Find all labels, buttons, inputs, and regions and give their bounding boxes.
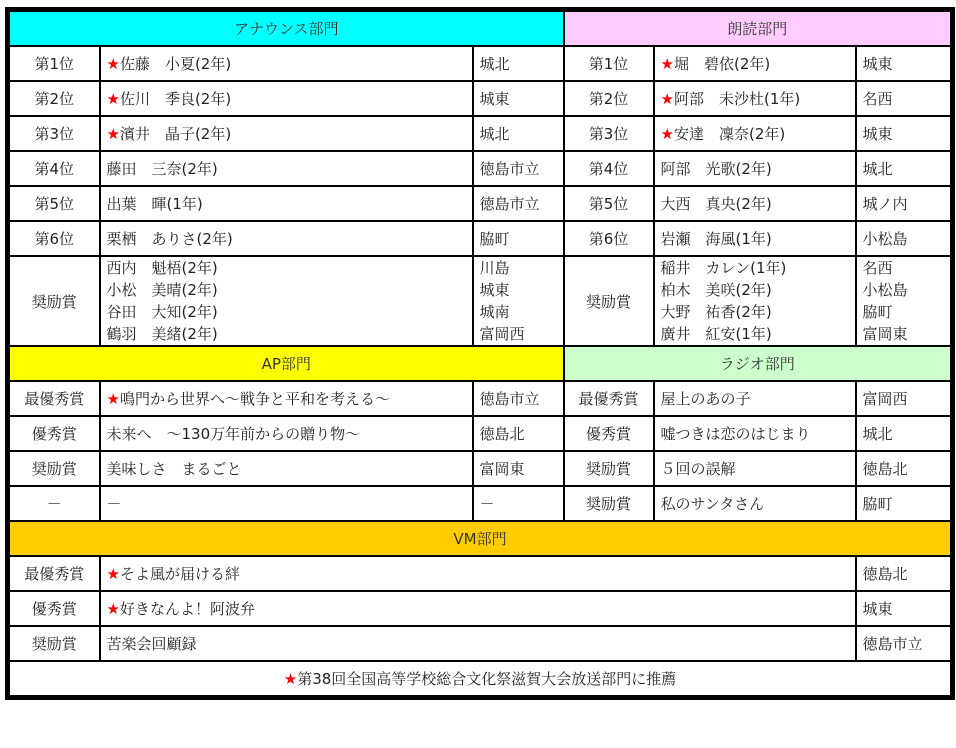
table-row (8, 451, 953, 486)
reading-name: 岩瀬 海風(1年) (654, 221, 856, 256)
vm-award: 奨励賞 (8, 626, 100, 661)
announce-rank: 第2位 (8, 81, 100, 116)
reading-school: 城東 (856, 116, 953, 151)
radio-award: 優秀賞 (564, 416, 654, 451)
ap-work: － (100, 486, 473, 521)
rank-rows (8, 46, 953, 256)
reading-name-text: 安達 凜奈(2年) (673, 125, 786, 143)
announce-header: アナウンス部門 (8, 10, 564, 47)
reading-rank: 第5位 (564, 186, 654, 221)
reading-name-text: 阿部 未沙杜(1年) (673, 90, 801, 108)
reading-school: 小松島 (856, 221, 953, 256)
vm-award: 優秀賞 (8, 591, 100, 626)
reading-school: 名西 (856, 81, 953, 116)
vm-award: 最優秀賞 (8, 556, 100, 591)
announce-name-text: 濱井 晶子(2年) (119, 125, 232, 143)
radio-header: ラジオ部門 (564, 346, 953, 381)
announce-encouragement-names (100, 256, 473, 346)
table-row (8, 381, 953, 416)
reading-encouragement-names (654, 256, 856, 346)
vm-work (100, 556, 856, 591)
vm-work (100, 591, 856, 626)
table-row (8, 486, 953, 521)
radio-work: 嘘つきは恋のはじまり (654, 416, 856, 451)
reading-rank: 第1位 (564, 46, 654, 81)
announce-encouragement-schools (473, 256, 564, 346)
ap-header: AP部門 (8, 346, 564, 381)
star-icon: ★ (106, 90, 120, 108)
vm-school: 徳島市立 (856, 626, 953, 661)
reading-name-text: 堀 碧依(2年) (673, 55, 771, 73)
announce-rank: 第6位 (8, 221, 100, 256)
ap-award: 奨励賞 (8, 451, 100, 486)
table-row (8, 221, 953, 256)
table-row (8, 591, 953, 626)
radio-award: 奨励賞 (564, 451, 654, 486)
ap-award: 優秀賞 (8, 416, 100, 451)
announce-encouragement-label: 奨励賞 (8, 256, 100, 346)
vm-work-text: そよ風が届ける絆 (119, 565, 240, 583)
announce-school: 城東 (473, 81, 564, 116)
radio-work: 私のサンタさん (654, 486, 856, 521)
reading-name: 阿部 光歌(2年) (654, 151, 856, 186)
announce-school: 城北 (473, 46, 564, 81)
star-icon: ★ (106, 55, 120, 73)
announce-name: 出葉 暉(1年) (100, 186, 473, 221)
reading-name: 大西 真央(2年) (654, 186, 856, 221)
vm-work-text: 好きなんよ！阿波弁 (119, 600, 255, 618)
table-row (8, 626, 953, 661)
announce-school: 城北 (473, 116, 564, 151)
school: 城東 (479, 281, 510, 299)
radio-award: 最優秀賞 (564, 381, 654, 416)
footnote-text: 第38回全国高等学校総合文化祭滋賀大会放送部門に推薦 (297, 670, 677, 688)
announce-school: 徳島市立 (473, 186, 564, 221)
name: 西内 魁梧(2年) (106, 259, 218, 277)
ap-radio-rows (8, 381, 953, 521)
reading-name (654, 46, 856, 81)
ap-school: － (473, 486, 564, 521)
announce-name-text: 佐川 季良(2年) (119, 90, 232, 108)
reading-encouragement-label: 奨励賞 (564, 256, 654, 346)
table-row (8, 46, 953, 81)
ap-school: 徳島市立 (473, 381, 564, 416)
school: 川島 (479, 259, 510, 277)
star-icon: ★ (106, 565, 120, 583)
reading-school: 城ノ内 (856, 186, 953, 221)
section-headers-row-3 (8, 521, 953, 556)
vm-work: 苦楽会回顧録 (100, 626, 856, 661)
ap-award: 最優秀賞 (8, 381, 100, 416)
announce-school: 徳島市立 (473, 151, 564, 186)
star-icon: ★ (660, 125, 674, 143)
radio-school: 城北 (856, 416, 953, 451)
vm-school: 城東 (856, 591, 953, 626)
star-icon: ★ (660, 55, 674, 73)
announce-name (100, 81, 473, 116)
announce-name (100, 116, 473, 151)
announce-rank: 第5位 (8, 186, 100, 221)
star-icon: ★ (106, 390, 120, 408)
name: 廣井 紅安(1年) (660, 325, 772, 343)
radio-award: 奨励賞 (564, 486, 654, 521)
announce-rank: 第1位 (8, 46, 100, 81)
reading-school: 城東 (856, 46, 953, 81)
name: 小松 美晴(2年) (106, 281, 218, 299)
table-row (8, 116, 953, 151)
reading-school: 城北 (856, 151, 953, 186)
ap-school: 徳島北 (473, 416, 564, 451)
radio-school: 徳島北 (856, 451, 953, 486)
ap-work (100, 381, 473, 416)
name: 谷田 大知(2年) (106, 303, 218, 321)
vm-header: VM部門 (8, 521, 953, 556)
reading-name (654, 81, 856, 116)
star-icon: ★ (106, 600, 120, 618)
table-row (8, 556, 953, 591)
reading-rank: 第6位 (564, 221, 654, 256)
section-headers-row-1 (8, 10, 953, 47)
ap-work-text: 鳴門から世界へ～戦争と平和を考える～ (119, 390, 390, 408)
vm-school: 徳島北 (856, 556, 953, 591)
school: 名西 (862, 259, 893, 277)
table-row (8, 416, 953, 451)
star-icon: ★ (660, 90, 674, 108)
school: 小松島 (862, 281, 908, 299)
school: 富岡西 (479, 325, 525, 343)
announce-rank: 第4位 (8, 151, 100, 186)
reading-encouragement-schools (856, 256, 953, 346)
name: 柏木 美咲(2年) (660, 281, 772, 299)
radio-school: 富岡西 (856, 381, 953, 416)
announce-name (100, 46, 473, 81)
school: 富岡東 (862, 325, 908, 343)
footnote (8, 661, 953, 698)
school: 脇町 (862, 303, 893, 321)
footnote-row (8, 661, 953, 698)
reading-header: 朗読部門 (564, 10, 953, 47)
announce-rank: 第3位 (8, 116, 100, 151)
table-row (8, 151, 953, 186)
vm-rows (8, 556, 953, 661)
ap-work: 未来へ ～130万年前からの贈り物～ (100, 416, 473, 451)
school: 城南 (479, 303, 510, 321)
reading-rank: 第2位 (564, 81, 654, 116)
name: 鶴羽 美緒(2年) (106, 325, 218, 343)
radio-work: 屋上のあの子 (654, 381, 856, 416)
results-table (5, 7, 955, 700)
star-icon: ★ (106, 125, 120, 143)
radio-work: ５回の誤解 (654, 451, 856, 486)
ap-work: 美味しさ まるごと (100, 451, 473, 486)
ap-award: － (8, 486, 100, 521)
section-headers-row-2 (8, 346, 953, 381)
announce-school: 脇町 (473, 221, 564, 256)
name: 稲井 カレン(1年) (660, 259, 787, 277)
encouragement-row (8, 256, 953, 346)
table-row (8, 186, 953, 221)
star-icon: ★ (283, 670, 298, 688)
table-row (8, 81, 953, 116)
radio-school: 脇町 (856, 486, 953, 521)
ap-school: 富岡東 (473, 451, 564, 486)
reading-rank: 第3位 (564, 116, 654, 151)
reading-rank: 第4位 (564, 151, 654, 186)
announce-name: 栗栖 ありさ(2年) (100, 221, 473, 256)
announce-name: 藤田 三奈(2年) (100, 151, 473, 186)
reading-name (654, 116, 856, 151)
announce-name-text: 佐藤 小夏(2年) (119, 55, 232, 73)
name: 大野 祐香(2年) (660, 303, 772, 321)
